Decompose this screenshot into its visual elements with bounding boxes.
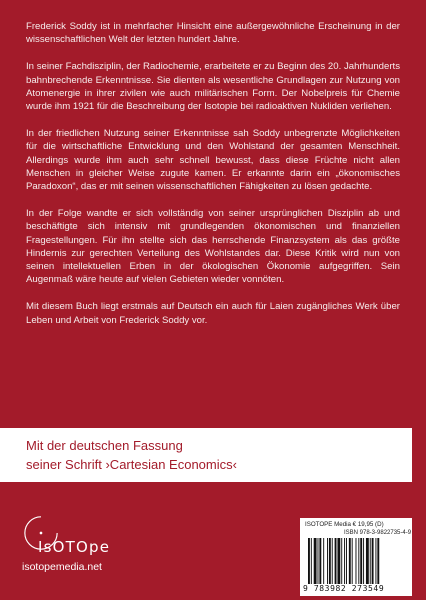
paragraph-peaceful-use: In der friedlichen Nutzung seiner Erkenntnisse sah Soddy unbegrenzte Möglichkeiten für die wirtschaftliche Entwicklung und den Wohlstand der gesamten Menschheit. Allerdings wurde ihm auch sehr schnell bewusst, dass diese Früchte nicht allen Menschen in gleicher Weise zugute kamen. Er erkannte darin ein „ökonomisches Paradoxon“, das er mit seinen wissenschaftlichen Fähigkeiten zu lösen gedachte. bbox=[26, 128, 400, 193]
banner-strip bbox=[0, 428, 412, 482]
paragraph-book: Mit diesem Buch liegt erstmals auf Deutsch ein auch für Laien zugängliches Werk über Leben und Arbeit von Frederick Soddy vor. bbox=[26, 301, 400, 326]
paragraph-intro: Frederick Soddy ist in mehrfacher Hinsicht eine außergewöhnliche Erscheinung in der wissenschaftlichen Welt der letzten hundert Jahre. bbox=[26, 21, 400, 46]
paragraph-economics: In der Folge wandte er sich vollständig von seiner ursprünglichen Disziplin ab und beschäftigte sich intensiv mit grundlegenden ökonomischen und finanziellen Fragestellungen. Für ihn stellte sich das herrschende Finanzsystem als das größte Hindernis zur gerechten Verteilung des Wohlstandes dar. Diese Kritik wird nun von seinen intellektuellen Erben in der ökologischen Ökonomie aufgegriffen. Sein Augenmaß wäre heute auf vielen Gebieten wieder vonnöten. bbox=[26, 208, 400, 286]
logo-wordmark: IsOTOpe bbox=[38, 538, 111, 556]
publisher-logo bbox=[22, 506, 142, 586]
paragraph-radiochemistry: In seiner Fachdisziplin, der Radiochemie, erarbeitete er zu Beginn des 20. Jahrhunderts bahnbrechende Erkenntnisse. Sie dienten als wesentliche Grundlagen zur Nutzung von Atomenergie in ihrer zivilen wie auch militärischen Form. Der Nobelpreis für Chemie wurde ihm 1921 für die Beschreibung der Isotopie bei radioaktiven Nukliden verliehen. bbox=[26, 61, 400, 113]
banner-line-2: seiner Schrift ›Cartesian Economics‹ bbox=[26, 457, 237, 472]
barcode-isbn: ISBN 978-3-9822735-4-9 bbox=[344, 530, 412, 536]
barcode-publisher-price: ISOTOPE Media € 19,95 (D) bbox=[305, 521, 384, 528]
banner-line-1: Mit der deutschen Fassung bbox=[26, 438, 183, 453]
barcode-label bbox=[300, 518, 412, 596]
barcode-icon bbox=[306, 538, 406, 584]
back-cover-blurb bbox=[26, 20, 400, 341]
barcode-digits: 9 783982 273549 bbox=[303, 584, 385, 593]
publisher-url: isotopemedia.net bbox=[22, 561, 102, 573]
banner-text bbox=[26, 436, 237, 474]
